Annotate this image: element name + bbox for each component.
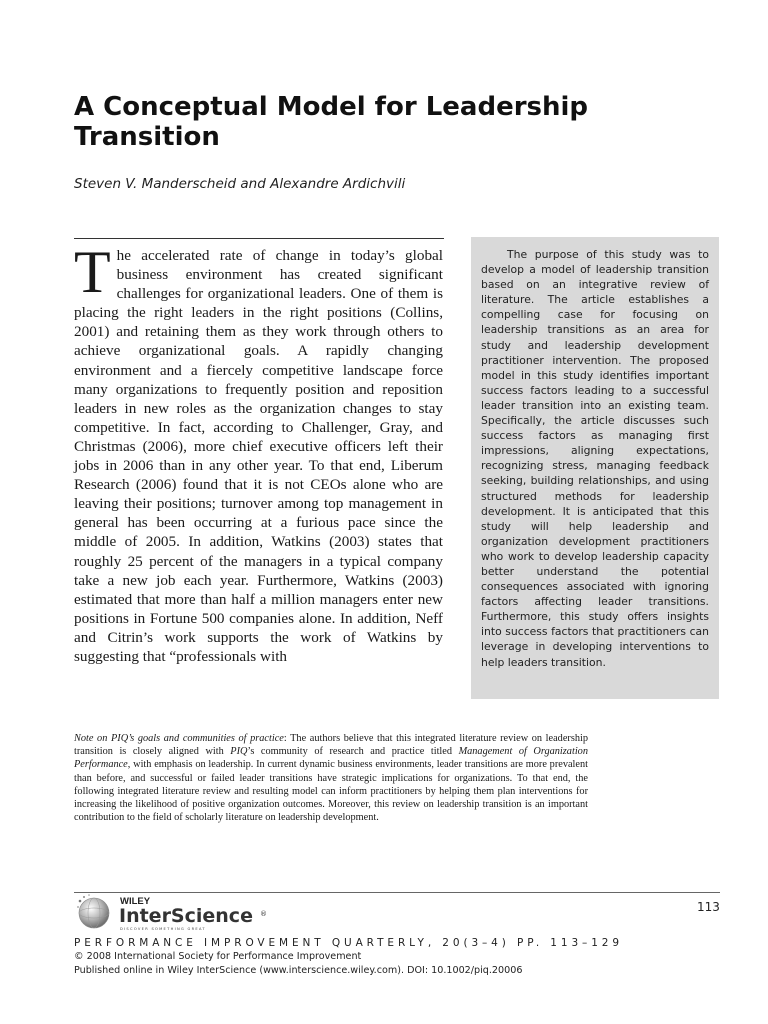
note-community: Management of Organization Performance — [74, 746, 588, 771]
logo-tagline: DISCOVER SOMETHING GREAT — [120, 927, 206, 931]
wiley-interscience-logo — [74, 893, 284, 933]
abstract-text: The purpose of this study was to develop a model of leadership transition based on an integrative review of literature. The article establishes a compelling case for focusing on leadership transitions as an area for study and leadership development practitioner intervention. The proposed model in this study identifies important success factors leading to a successful leader transition into an existing team. Specifically, the article discusses such success factors as managing first impressions, aligning expectations, recognizing stress, managing feedback seeking, building relationships, and using structured methods for leadership development. It is anticipated that this study will help leadership and organization development practitioners who work to develop leadership capacity better understand the potential consequences associated with ignoring factors affecting leader transitions. Furthermore, this study offers insights into success factors that practitioners can leverage in developing interventions to help leaders transition. — [481, 248, 709, 669]
page-number: 113 — [697, 900, 720, 914]
note-text-3: , with emphasis on leadership. In current dynamic business environments, leader transitions are more prevalent than before, and successful or failed leader transitions have strategic implications for organizations. To that end, the following integrated literature review and resulting model can inform practitioners by helping them plan interventions for increasing the likelihood of positive organization outcomes. Moreover, this review on leadership transition is an important contribution to the field of scholarly literature on leadership development. — [74, 759, 588, 824]
body-paragraph — [74, 239, 443, 666]
drop-cap: T — [74, 239, 111, 305]
note-label: Note on PIQ’s goals and communities of practice — [74, 733, 284, 744]
editorial-note — [74, 732, 588, 824]
article-authors: Steven V. Manderscheid and Alexandre Ardichvili — [74, 176, 406, 192]
interscience-wordmark: InterScience — [119, 905, 253, 927]
note-text-1: : The authors believe that this integrated literature review on leadership transition is closely aligned with — [74, 733, 588, 758]
body-text: he accelerated rate of change in today’s global business environment has created significant challenges for organizational leaders. One of them is placing the right leaders in the right positions (Collins, 2001) and retaining them as they work through others to achieve organizational goals. A rapidly changing environment and a fiercely competitive landscape force many organizations to frequently position and reposition leaders in new roles as the organization changes to stay competitive. In fact, according to Challenger, Gray, and Christmas (2006), more chief executive officers left their jobs in 2006 than in any other year. To that end, Liberum Research (2006) found that it is not CEOs alone who are leaving their positions; turnover among top management in general has been occurring at a furious pace since the middle of 2005. In addition, Watkins (2003) states that roughly 25 percent of the managers in a typical company take a new job each year. Furthermore, Watkins (2003) estimated that more than half a million managers enter new positions in Fortune 500 companies alone. In addition, Neff and Citrin’s work supports the work of Watkins by suggesting that “professionals with — [74, 247, 443, 665]
note-piq: PIQ — [230, 746, 248, 758]
note-text-2: ’s community of research and practice titled — [247, 746, 459, 758]
globe-icon — [77, 894, 109, 928]
publication-line: Published online in Wiley InterScience (www.interscience.wiley.com). DOI: 10.1002/piq.20006 — [74, 965, 523, 976]
wiley-wordmark: WILEY — [120, 896, 151, 907]
registered-mark: ® — [260, 910, 267, 918]
section-divider — [74, 238, 444, 239]
copyright-line: © 2008 International Society for Performance Improvement — [74, 951, 362, 962]
article-title: A Conceptual Model for Leadership Transition — [74, 92, 589, 152]
journal-citation: PERFORMANCE IMPROVEMENT QUARTERLY, 20(3–4) PP. 113–129 — [74, 937, 623, 949]
